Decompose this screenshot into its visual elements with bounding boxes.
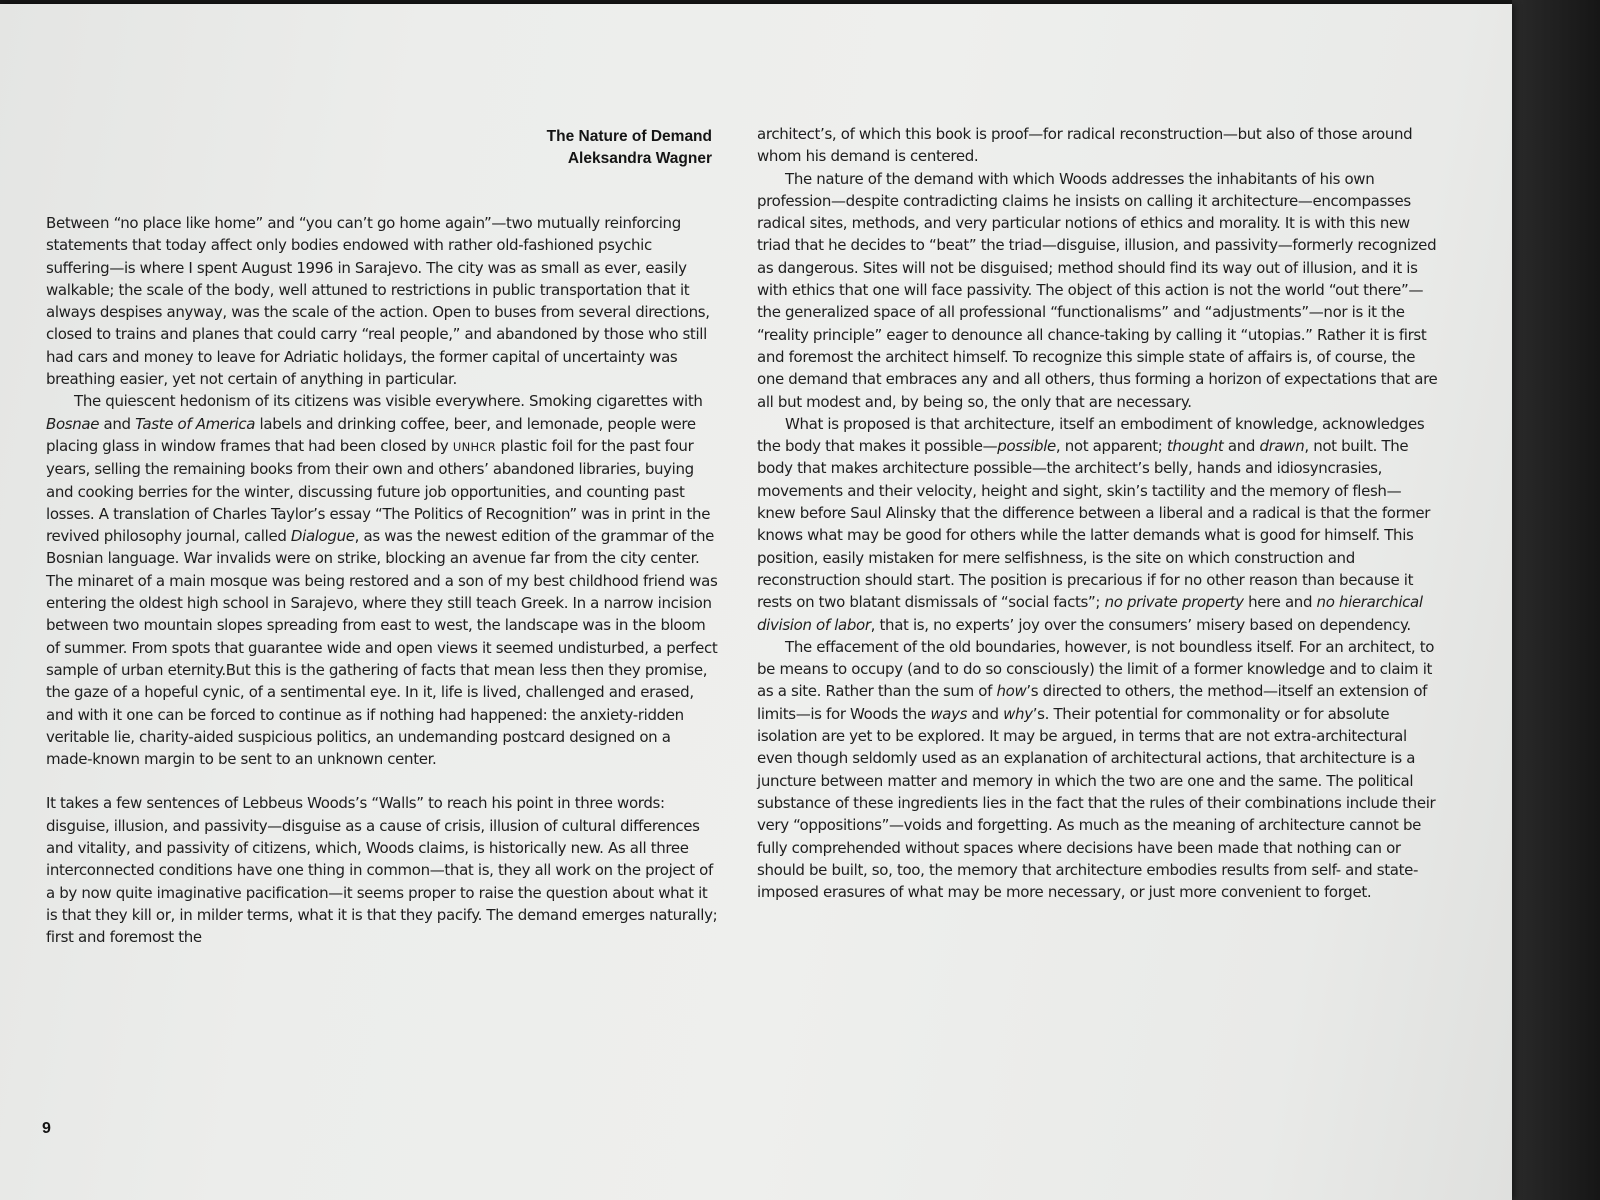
text-run: and [967,704,1004,723]
italic-run: ways [930,704,968,723]
right-column [757,123,1439,903]
text-run: here and [1243,593,1317,612]
article-author: Aleksandra Wagner [567,150,712,167]
italic-run: thought [1166,437,1224,456]
text-run: and [99,414,136,433]
page-number: 9 [42,1120,51,1137]
italic-run: why [1003,704,1033,723]
text-run: labels and drinking coffee, beer, and lemonade, people were placing glass in window frames that had been closed by [46,414,696,455]
text-run: The effacement of the old boundaries, however, is not boundless itself. For an architect, to be means to occupy (and to do so consciously) the limit of a former knowledge and to claim it as a site. Rather than the sum of [757,637,1435,701]
italic-run: how [996,682,1027,701]
italic-run: no private property [1104,593,1244,612]
text-run: The quiescent hedonism of its citizens was visible everywhere. Smoking cigarettes with [74,392,703,411]
text-run: , not apparent; [1055,437,1167,456]
text-run: , not built. The body that makes architecture possible—the architect’s belly, hands and idiosyncrasies, movements and their velocity, height and sight, skin’s tactility and the memory of flesh—knew before Saul Alinsky that the difference between a liberal and a radical is that the former knows what may be good for others while the latter demands what is good for himself. This position, easily mistaken for mere selfishness, is the site on which construction and reconstruction should start. The position is precarious if for no other reason than because it rests on two blatant dismissals of “social facts”; [757,437,1431,612]
right-paragraph-1: architect’s, of which this book is proof—for radical reconstruction—but also of those around whom his demand is centered. [757,125,1413,166]
italic-run: possible [997,437,1056,456]
right-paragraph-3 [757,413,1439,636]
left-column [46,212,718,949]
italic-run: Taste of America [135,414,256,433]
right-paragraph-2: The nature of the demand with which Woods addresses the inhabitants of his own profession—despite contradicting claims he insists on calling it architecture—encompasses radical sites, methods, and very particular notions of ethics and morality. It is with this new triad that he decides to “beat” the triad—disguise, illusion, and passivity—formerly recognized as dangerous. Sites will not be disguised; method should find its way out of illusion, and it is with ethics that one will face passivity. The object of this action is not the world “out there”—the generalized space of all professional “functionalisms” and “adjustments”—nor is it the “reality principle” eager to denounce all chance-taking by calling it “utopias.” Rather it is first and foremost the architect himself. To recognize this simple state of affairs is, of course, the one demand that embraces any and all others, thus forming a horizon of expectations that are all but modest and, by being so, the only that are necessary. [757,169,1438,411]
text-run: , as was the newest edition of the grammar of the Bosnian language. War invalids were on strike, blocking an avenue far from the city center. The minaret of a main mosque was being restored and a son of my best childhood friend was entering the oldest high school in Sarajevo, where they still teach Greek. In a narrow incision between two mountain slopes spreading from east to west, the landscape was in the bloom of summer. From spots that guarantee wide and open views it seemed undisturbed, a perfect sample of urban eternity.But this is the gathering of facts that mean less then they promise, the gaze of a hopeful cynic, of a sentimental eye. In it, life is lived, challenged and erased, and with it one can be forced to continue as if nothing had happened: the anxiety-ridden veritable lie, charity-aided suspicious politics, an undemanding postcard designed on a made-known margin to be sent to an unknown center. [46,527,718,769]
right-paragraph-4 [757,636,1439,904]
article-heading [547,126,712,170]
text-run: , that is, no experts’ joy over the consumers’ misery based on dependency. [870,615,1411,634]
text-run: ’s directed to others, the method—itself an extension of limits—is for Woods the [757,682,1428,723]
left-paragraph-3: It takes a few sentences of Lebbeus Woods’s “Walls” to reach his point in three words: disguise, illusion, and passivity—disguise as a cause of crisis, illusion of cultural differences and vitality, and passivity of citizens, which, Woods claims, is historically new. As all three interconnected conditions have one thing in common—that is, they all work on the project of a by now quite imaginative pacification—it seems proper to raise the question about what it is that they kill or, in milder terms, what it is that they pacify. The demand emerges naturally; first and foremost the [46,794,718,947]
text-run: and [1223,437,1260,456]
article-title: The Nature of Demand [546,128,712,145]
text-run: What is proposed is that architecture, itself an embodiment of knowledge, acknowledges the body that makes it possible— [757,414,1425,456]
italic-run: Bosnae [46,414,100,433]
left-paragraph-2 [46,390,718,770]
text-run: ’s. Their potential for commonality or for absolute isolation are yet to be explored. It may be argued, in terms that are not extra-architectural even though seldomly used as an explanation of architectural actions, that architecture is a juncture between matter and memory in which the two are one and the same. The political substance of these ingredients lies in the fact that the rules of their combinations include their very “oppositions”—voids and forgetting. As much as the meaning of architecture cannot be fully comprehended without spaces where decisions have been made that nothing can or should be built, so, too, the memory that architecture embodies results from self- and state-imposed erasures of what may be more necessary, or just more convenient to forget. [757,704,1436,902]
italic-run: Dialogue [290,527,355,546]
italic-run: no hierarchical division of labor [757,593,1423,634]
background-edge [1512,0,1600,1200]
text-run: plastic foil for the past four years, selling the remaining books from their own and others’ abandoned libraries, buying and cooking berries for the winter, discussing future job opportunities, and counting past losses. A translation of Charles Taylor’s essay “The Politics of Recognition” was in print in the revived philosophy journal, called [46,436,711,546]
book-page [0,4,1512,1200]
left-paragraph-1: Between “no place like home” and “you can’t go home again”—two mutually reinforcing statements that today affect only bodies endowed with rather old-fashioned psychic suffering—is where I spent August 1996 in Sarajevo. The city was as small as ever, easily walkable; the scale of the body, well attuned to restrictions in public transportation that it always despises anyway, was the scale of the action. Open to buses from several directions, closed to trains and planes that could carry “real people,” and abandoned by those who still had cars and money to leave for Adriatic holidays, the former capital of uncertainty was breathing easier, yet not certain of anything in particular. [46,214,710,389]
small-caps-run: UNHCR [452,439,497,454]
italic-run: drawn [1259,437,1305,456]
